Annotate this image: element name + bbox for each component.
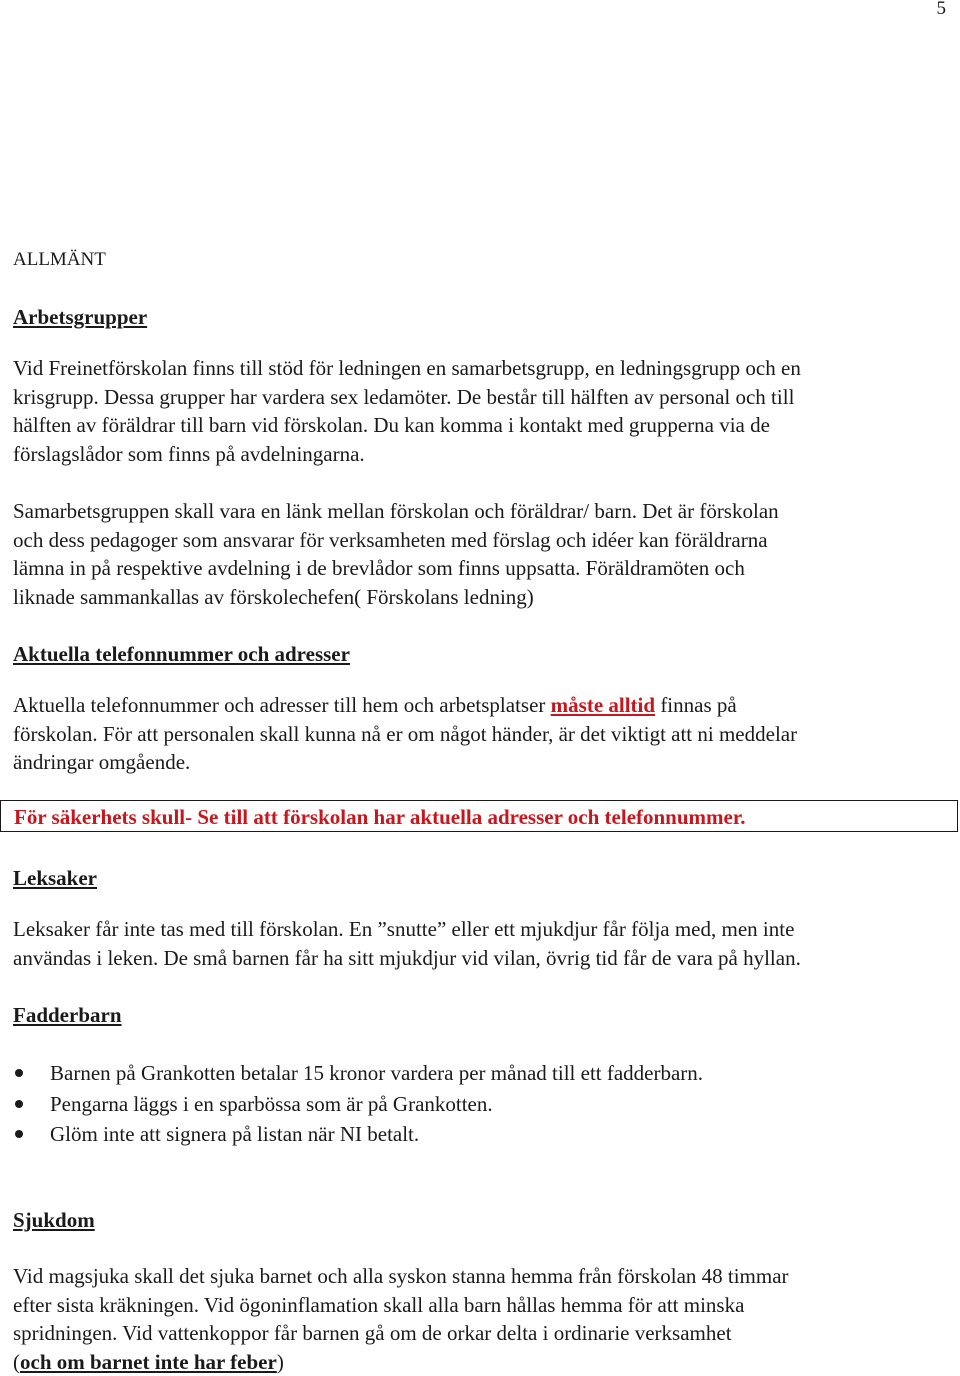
page-number: 5 (936, 0, 946, 19)
text-line: förslagslådor som finns på avdelningarna. (13, 441, 365, 466)
paragraph-leksaker (13, 915, 948, 972)
text-line: användas i leken. De små barnen får ha sitt mjukdjur vid vilan, övrig tid får de vara på hyllan. (13, 945, 801, 970)
paragraph-arbetsgrupper-2 (13, 497, 948, 611)
heading-telefonnummer: Aktuella telefonnummer och adresser (13, 642, 350, 666)
text-line: Vid Freinetförskolan finns till stöd för ledningen en samarbetsgrupp, en ledningsgrupp och en (13, 356, 801, 380)
text-segment: ) (276, 1349, 284, 1374)
section-label-allmant: ALLMÄNT (13, 249, 106, 270)
text-line: förskolan. För att personalen skall kunna nå er om något händer, är det viktigt att ni meddelar (13, 721, 798, 746)
text-line: efter sista kräkningen. Vid ögoninflamation skall alla barn hållas hemma för att minska (13, 1292, 745, 1317)
heading-arbetsgrupper: Arbetsgrupper (13, 305, 148, 329)
fadderbarn-list (13, 1059, 703, 1151)
warning-text: För säkerhets skull- Se till att förskolan har aktuella adresser och telefonnummer. (14, 805, 746, 829)
list-item (13, 1059, 703, 1090)
text-line: Leksaker får inte tas med till förskolan. En ”snutte” eller ett mjukdjur får följa med, men inte (13, 917, 795, 941)
text-segment: Aktuella telefonnummer och adresser till hem och arbetsplatser (13, 693, 551, 717)
text-line: ändringar omgående. (13, 750, 191, 775)
text-line: Vid magsjuka skall det sjuka barnet och alla syskon stanna hemma från förskolan 48 timmar (13, 1264, 789, 1288)
list-item (13, 1120, 703, 1151)
list-item-text: Pengarna läggs i en sparbössa som är på Grankotten. (50, 1091, 493, 1116)
heading-leksaker: Leksaker (13, 866, 97, 890)
text-line (13, 1348, 948, 1376)
text-line: och dess pedagoger som ansvarar för verksamheten med förslag och idéer kan föräldrarna (13, 527, 768, 552)
text-line: spridningen. Vid vattenkoppor får barnen gå om de orkar delta i ordinarie verksamhet (13, 1321, 732, 1346)
text-line: hälften av föräldrar till barn vid förskolan. Du kan komma i kontakt med grupperna via de (13, 413, 770, 438)
paragraph-arbetsgrupper-1 (13, 354, 948, 468)
text-segment: finnas på (655, 693, 737, 717)
heading-sjukdom: Sjukdom (13, 1208, 95, 1232)
bullet-icon (15, 1100, 23, 1108)
text-line (13, 691, 948, 720)
paragraph-sjukdom (13, 1262, 948, 1376)
emphasis-maste-alltid: måste alltid (550, 693, 656, 717)
emphasis-feber: och om barnet inte har feber (20, 1349, 277, 1374)
text-line: Samarbetsgruppen skall vara en länk mellan förskolan och föräldrar/ barn. Det är förskolan (13, 499, 779, 523)
text-line: krisgrupp. Dessa grupper har vardera sex ledamöter. De består till hälften av personal och till (13, 384, 795, 409)
text-line: liknade sammankallas av förskolechefen( Förskolans ledning) (13, 584, 534, 609)
bullet-icon (15, 1069, 23, 1077)
text-line: lämna in på respektive avdelning i de brevlådor som finns uppsatta. Föräldramöten och (13, 556, 745, 581)
bullet-icon (15, 1130, 23, 1138)
list-item-text: Glöm inte att signera på listan när NI betalt. (50, 1122, 420, 1146)
warning-box (0, 800, 958, 832)
paragraph-telefonnummer (13, 691, 948, 777)
list-item (13, 1090, 703, 1121)
text-segment: ( (13, 1349, 20, 1374)
list-item-text: Barnen på Grankotten betalar 15 kronor vardera per månad till ett fadderbarn. (50, 1061, 704, 1085)
heading-fadderbarn: Fadderbarn (13, 1003, 122, 1027)
